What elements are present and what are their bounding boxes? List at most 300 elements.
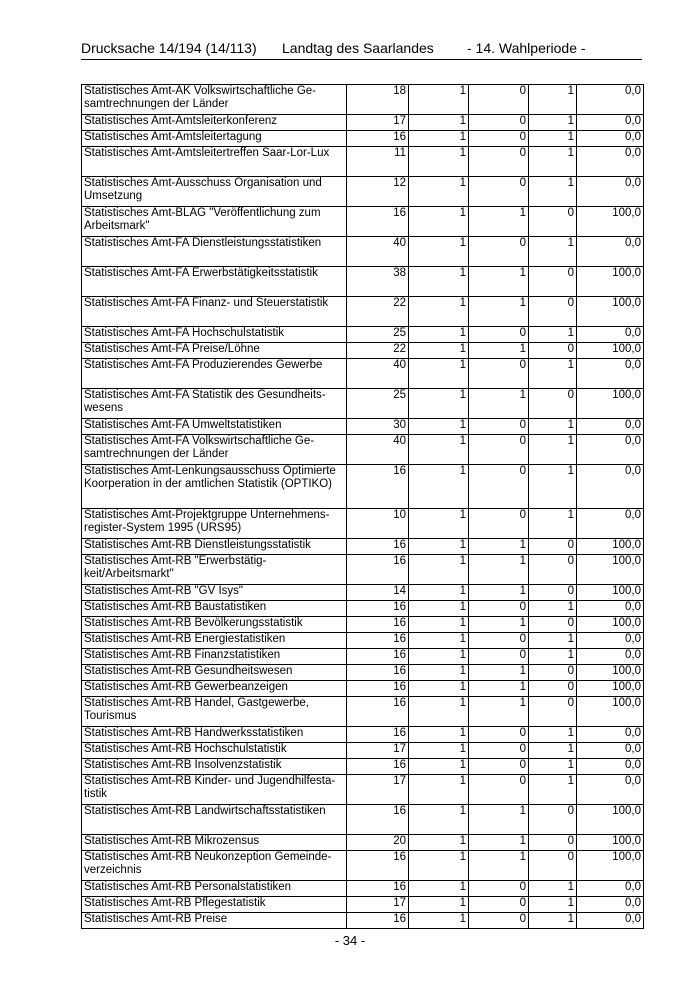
table-row xyxy=(82,697,644,727)
table-row xyxy=(82,147,644,177)
table-row xyxy=(82,115,644,131)
table-row xyxy=(82,727,644,743)
cell-c5: 0,0 xyxy=(577,147,644,177)
cell-c5: 0,0 xyxy=(577,115,644,131)
table-row xyxy=(82,897,644,913)
cell-c3: 0 xyxy=(469,727,529,743)
cell-c1: 16 xyxy=(347,727,409,743)
cell-c2: 1 xyxy=(409,897,469,913)
cell-description xyxy=(82,147,347,177)
cell-description xyxy=(82,555,347,585)
cell-description xyxy=(82,115,347,131)
cell-c5: 100,0 xyxy=(577,851,644,881)
cell-c5: 0,0 xyxy=(577,759,644,775)
cell-c3: 0 xyxy=(469,509,529,539)
cell-c4: 1 xyxy=(529,359,577,389)
cell-c2: 1 xyxy=(409,555,469,585)
cell-description xyxy=(82,207,347,237)
cell-c3: 0 xyxy=(469,115,529,131)
description-line: Statistisches Amt-RB Gesundheitswesen xyxy=(84,665,293,677)
cell-c3: 0 xyxy=(469,177,529,207)
cell-c5: 0,0 xyxy=(577,327,644,343)
description-line: Statistisches Amt-Amtsleitertreffen Saar-Lor-Lux xyxy=(84,147,330,159)
cell-c1: 16 xyxy=(347,805,409,835)
table-row xyxy=(82,85,644,115)
cell-description xyxy=(82,389,347,419)
cell-c4: 0 xyxy=(529,343,577,359)
cell-c2: 1 xyxy=(409,419,469,435)
cell-c4: 1 xyxy=(529,419,577,435)
cell-c3: 0 xyxy=(469,881,529,897)
description-line: Statistisches Amt-Lenkungsausschuss Optimierte xyxy=(84,465,336,477)
cell-c5: 0,0 xyxy=(577,743,644,759)
description-line: Statistisches Amt-RB Dienstleistungsstatistik xyxy=(84,539,311,551)
cell-c5: 0,0 xyxy=(577,435,644,465)
cell-description xyxy=(82,617,347,633)
cell-c4: 1 xyxy=(529,775,577,805)
description-line: Statistisches Amt-FA Volkswirtschaftliche Ge- xyxy=(84,435,315,447)
table-row xyxy=(82,327,644,343)
page-number: - 34 - xyxy=(334,933,366,948)
table-row xyxy=(82,665,644,681)
cell-c1: 17 xyxy=(347,743,409,759)
cell-c1: 17 xyxy=(347,897,409,913)
description-line: Statistisches Amt-RB Handwerksstatistiken xyxy=(84,727,304,739)
cell-c4: 1 xyxy=(529,601,577,617)
cell-c5: 100,0 xyxy=(577,539,644,555)
cell-c2: 1 xyxy=(409,147,469,177)
cell-description xyxy=(82,649,347,665)
cell-c2: 1 xyxy=(409,665,469,681)
cell-description xyxy=(82,743,347,759)
cell-c4: 1 xyxy=(529,147,577,177)
cell-description xyxy=(82,851,347,881)
cell-description xyxy=(82,665,347,681)
description-line: Statistisches Amt-RB Finanzstatistiken xyxy=(84,649,281,661)
cell-c5: 100,0 xyxy=(577,805,644,835)
cell-description xyxy=(82,237,347,267)
description-line: Statistisches Amt-Amtsleitertagung xyxy=(84,131,262,143)
table-row xyxy=(82,359,644,389)
cell-c3: 0 xyxy=(469,897,529,913)
cell-c3: 0 xyxy=(469,147,529,177)
table-row xyxy=(82,913,644,929)
cell-c2: 1 xyxy=(409,681,469,697)
cell-c1: 16 xyxy=(347,555,409,585)
cell-c5: 100,0 xyxy=(577,665,644,681)
cell-c4: 0 xyxy=(529,389,577,419)
cell-description xyxy=(82,297,347,327)
cell-c2: 1 xyxy=(409,649,469,665)
cell-c4: 0 xyxy=(529,681,577,697)
cell-c3: 0 xyxy=(469,759,529,775)
cell-c2: 1 xyxy=(409,435,469,465)
cell-c1: 38 xyxy=(347,267,409,297)
cell-c3: 0 xyxy=(469,465,529,509)
description-line: Statistisches Amt-RB Landwirtschaftsstatistiken xyxy=(84,805,326,817)
table-row xyxy=(82,617,644,633)
cell-c1: 22 xyxy=(347,297,409,327)
cell-c5: 0,0 xyxy=(577,913,644,929)
cell-c1: 16 xyxy=(347,913,409,929)
cell-c2: 1 xyxy=(409,237,469,267)
cell-c2: 1 xyxy=(409,343,469,359)
description-line: samtrechnungen der Länder xyxy=(84,448,229,460)
description-line: Statistisches Amt-RB Mikrozensus xyxy=(84,835,260,847)
cell-description xyxy=(82,539,347,555)
cell-c4: 0 xyxy=(529,207,577,237)
description-line: Statistisches Amt-RB Personalstatistiken xyxy=(84,881,292,893)
cell-c3: 0 xyxy=(469,633,529,649)
cell-description xyxy=(82,835,347,851)
cell-c2: 1 xyxy=(409,759,469,775)
cell-c4: 1 xyxy=(529,435,577,465)
cell-c5: 0,0 xyxy=(577,601,644,617)
cell-c5: 100,0 xyxy=(577,555,644,585)
cell-description xyxy=(82,913,347,929)
statistics-table xyxy=(81,84,644,929)
cell-c5: 0,0 xyxy=(577,465,644,509)
description-line: Statistisches Amt-Projektgruppe Unternehmens- xyxy=(84,509,330,521)
cell-c4: 0 xyxy=(529,297,577,327)
cell-description xyxy=(82,585,347,601)
cell-c1: 16 xyxy=(347,649,409,665)
cell-c5: 0,0 xyxy=(577,633,644,649)
cell-c3: 1 xyxy=(469,835,529,851)
table-row xyxy=(82,539,644,555)
cell-c4: 0 xyxy=(529,555,577,585)
cell-c3: 0 xyxy=(469,913,529,929)
description-line: Statistisches Amt-FA Statistik des Gesundheits- xyxy=(84,389,326,401)
cell-c2: 1 xyxy=(409,359,469,389)
cell-c5: 100,0 xyxy=(577,343,644,359)
cell-c3: 1 xyxy=(469,297,529,327)
cell-c5: 0,0 xyxy=(577,881,644,897)
cell-description xyxy=(82,897,347,913)
table-row xyxy=(82,297,644,327)
description-line: Statistisches Amt-RB Bevölkerungsstatistik xyxy=(84,617,303,629)
cell-c5: 100,0 xyxy=(577,297,644,327)
cell-c5: 100,0 xyxy=(577,835,644,851)
cell-c1: 16 xyxy=(347,131,409,147)
table-row xyxy=(82,805,644,835)
cell-c2: 1 xyxy=(409,805,469,835)
legislative-period: - 14. Wahlperiode - xyxy=(467,40,586,56)
cell-c5: 0,0 xyxy=(577,727,644,743)
cell-c5: 0,0 xyxy=(577,237,644,267)
cell-c2: 1 xyxy=(409,585,469,601)
cell-c4: 0 xyxy=(529,539,577,555)
cell-description xyxy=(82,327,347,343)
cell-c3: 1 xyxy=(469,343,529,359)
description-line: Statistisches Amt-RB Hochschulstatistik xyxy=(84,743,287,755)
document-number: Drucksache 14/194 (14/113) xyxy=(81,40,257,56)
cell-c5: 100,0 xyxy=(577,207,644,237)
header-divider xyxy=(81,59,642,60)
description-line: Statistisches Amt-Ausschuss Organisation und xyxy=(84,177,322,189)
cell-c2: 1 xyxy=(409,131,469,147)
cell-c3: 1 xyxy=(469,697,529,727)
table-row xyxy=(82,601,644,617)
table-row xyxy=(82,131,644,147)
cell-c4: 1 xyxy=(529,327,577,343)
cell-c2: 1 xyxy=(409,601,469,617)
cell-c5: 0,0 xyxy=(577,775,644,805)
cell-c1: 18 xyxy=(347,85,409,115)
cell-c1: 17 xyxy=(347,775,409,805)
cell-description xyxy=(82,775,347,805)
cell-c4: 1 xyxy=(529,509,577,539)
cell-c2: 1 xyxy=(409,727,469,743)
description-line: tistik xyxy=(84,788,107,800)
cell-c5: 0,0 xyxy=(577,649,644,665)
cell-c3: 1 xyxy=(469,617,529,633)
cell-c5: 100,0 xyxy=(577,697,644,727)
table-row xyxy=(82,435,644,465)
cell-c1: 10 xyxy=(347,509,409,539)
cell-c2: 1 xyxy=(409,775,469,805)
cell-c2: 1 xyxy=(409,633,469,649)
cell-c2: 1 xyxy=(409,617,469,633)
cell-c3: 0 xyxy=(469,85,529,115)
cell-c2: 1 xyxy=(409,465,469,509)
description-line: Statistisches Amt-RB Neukonzeption Gemeinde- xyxy=(84,851,332,863)
cell-c5: 0,0 xyxy=(577,177,644,207)
cell-description xyxy=(82,435,347,465)
cell-c1: 30 xyxy=(347,419,409,435)
cell-c4: 1 xyxy=(529,743,577,759)
cell-c3: 1 xyxy=(469,539,529,555)
cell-c3: 1 xyxy=(469,681,529,697)
cell-c2: 1 xyxy=(409,85,469,115)
cell-description xyxy=(82,509,347,539)
table-row xyxy=(82,207,644,237)
table-row xyxy=(82,465,644,509)
cell-c4: 1 xyxy=(529,237,577,267)
table-row xyxy=(82,633,644,649)
cell-c4: 0 xyxy=(529,665,577,681)
table-row xyxy=(82,649,644,665)
cell-c2: 1 xyxy=(409,177,469,207)
cell-c1: 16 xyxy=(347,207,409,237)
cell-description xyxy=(82,759,347,775)
description-line: keit/Arbeitsmarkt" xyxy=(84,568,174,580)
cell-c4: 0 xyxy=(529,617,577,633)
cell-c2: 1 xyxy=(409,697,469,727)
cell-c1: 20 xyxy=(347,835,409,851)
cell-c1: 11 xyxy=(347,147,409,177)
cell-description xyxy=(82,131,347,147)
cell-c1: 16 xyxy=(347,539,409,555)
cell-c3: 1 xyxy=(469,805,529,835)
table-body xyxy=(82,85,644,929)
cell-c3: 1 xyxy=(469,851,529,881)
table-row xyxy=(82,835,644,851)
cell-c2: 1 xyxy=(409,327,469,343)
cell-c3: 1 xyxy=(469,665,529,681)
cell-c1: 40 xyxy=(347,359,409,389)
cell-description xyxy=(82,419,347,435)
cell-c4: 1 xyxy=(529,177,577,207)
cell-c1: 22 xyxy=(347,343,409,359)
description-line: Statistisches Amt-RB Preise xyxy=(84,913,228,925)
cell-c3: 0 xyxy=(469,359,529,389)
description-line: Statistisches Amt-FA Finanz- und Steuerstatistik xyxy=(84,297,329,309)
table-row xyxy=(82,177,644,207)
description-line: Statistisches Amt-FA Dienstleistungsstatistiken xyxy=(84,237,322,249)
cell-c1: 16 xyxy=(347,665,409,681)
cell-c2: 1 xyxy=(409,743,469,759)
description-line: Statistisches Amt-RB Pflegestatistik xyxy=(84,897,266,909)
description-line: Statistisches Amt-BLAG "Veröffentlichung zum xyxy=(84,207,321,219)
cell-c3: 1 xyxy=(469,207,529,237)
description-line: Statistisches Amt-FA Preise/Löhne xyxy=(84,343,260,355)
description-line: Statistisches Amt-RB "GV Isys" xyxy=(84,585,243,597)
table-row xyxy=(82,343,644,359)
table-row xyxy=(82,851,644,881)
cell-c4: 1 xyxy=(529,759,577,775)
cell-description xyxy=(82,177,347,207)
cell-c5: 100,0 xyxy=(577,585,644,601)
cell-c5: 100,0 xyxy=(577,267,644,297)
description-line: Statistisches Amt-FA Umweltstatistiken xyxy=(84,419,282,431)
cell-c4: 1 xyxy=(529,115,577,131)
cell-c1: 40 xyxy=(347,435,409,465)
table-row xyxy=(82,389,644,419)
cell-c3: 0 xyxy=(469,131,529,147)
cell-c1: 16 xyxy=(347,465,409,509)
cell-c1: 16 xyxy=(347,881,409,897)
cell-c4: 1 xyxy=(529,85,577,115)
description-line: Statistisches Amt-FA Produzierendes Gewerbe xyxy=(84,359,323,371)
cell-c2: 1 xyxy=(409,207,469,237)
cell-c4: 0 xyxy=(529,851,577,881)
cell-c1: 16 xyxy=(347,601,409,617)
cell-c1: 25 xyxy=(347,327,409,343)
cell-c5: 0,0 xyxy=(577,131,644,147)
cell-c2: 1 xyxy=(409,539,469,555)
cell-c1: 12 xyxy=(347,177,409,207)
cell-description xyxy=(82,267,347,297)
cell-c3: 0 xyxy=(469,327,529,343)
cell-c5: 0,0 xyxy=(577,419,644,435)
description-line: Arbeitsmark" xyxy=(84,220,150,232)
description-line: Tourismus xyxy=(84,710,137,722)
cell-description xyxy=(82,727,347,743)
description-line: register-System 1995 (URS95) xyxy=(84,522,242,534)
table-row xyxy=(82,555,644,585)
table-row xyxy=(82,419,644,435)
cell-c4: 1 xyxy=(529,649,577,665)
cell-c3: 1 xyxy=(469,555,529,585)
cell-c4: 1 xyxy=(529,131,577,147)
cell-c5: 0,0 xyxy=(577,359,644,389)
cell-c1: 25 xyxy=(347,389,409,419)
description-line: Statistisches Amt-Amtsleiterkonferenz xyxy=(84,115,278,127)
cell-c4: 1 xyxy=(529,897,577,913)
cell-c4: 0 xyxy=(529,585,577,601)
cell-c5: 100,0 xyxy=(577,681,644,697)
cell-c2: 1 xyxy=(409,851,469,881)
cell-description xyxy=(82,697,347,727)
cell-description xyxy=(82,343,347,359)
page-header xyxy=(81,40,641,60)
cell-c4: 0 xyxy=(529,835,577,851)
cell-c1: 16 xyxy=(347,697,409,727)
description-line: Statistisches Amt-RB Handel, Gastgewerbe, xyxy=(84,697,309,709)
description-line: Statistisches Amt-RB Insolvenzstatistik xyxy=(84,759,282,771)
cell-c2: 1 xyxy=(409,115,469,131)
cell-description xyxy=(82,633,347,649)
cell-c1: 16 xyxy=(347,759,409,775)
description-line: Umsetzung xyxy=(84,190,143,202)
cell-description xyxy=(82,465,347,509)
cell-description xyxy=(82,359,347,389)
cell-c3: 0 xyxy=(469,649,529,665)
cell-c2: 1 xyxy=(409,297,469,327)
cell-c5: 0,0 xyxy=(577,85,644,115)
cell-c2: 1 xyxy=(409,389,469,419)
cell-description xyxy=(82,881,347,897)
description-line: Statistisches Amt-FA Erwerbstätigkeitsstatistik xyxy=(84,267,318,279)
cell-c4: 1 xyxy=(529,465,577,509)
cell-c2: 1 xyxy=(409,267,469,297)
cell-c1: 16 xyxy=(347,633,409,649)
table-row xyxy=(82,759,644,775)
cell-c2: 1 xyxy=(409,509,469,539)
description-line: Statistisches Amt-RB "Erwerbstätig- xyxy=(84,555,267,567)
cell-description xyxy=(82,85,347,115)
cell-c3: 0 xyxy=(469,743,529,759)
cell-c4: 1 xyxy=(529,633,577,649)
cell-c3: 0 xyxy=(469,419,529,435)
table-row xyxy=(82,881,644,897)
cell-c1: 17 xyxy=(347,115,409,131)
cell-c3: 0 xyxy=(469,601,529,617)
table-row xyxy=(82,681,644,697)
cell-c5: 100,0 xyxy=(577,389,644,419)
cell-c3: 0 xyxy=(469,237,529,267)
description-line: wesens xyxy=(84,402,123,414)
description-line: samtrechnungen der Länder xyxy=(84,98,229,110)
cell-c4: 0 xyxy=(529,697,577,727)
cell-description xyxy=(82,805,347,835)
cell-c3: 0 xyxy=(469,435,529,465)
parliament-name: Landtag des Saarlandes xyxy=(282,40,434,56)
cell-c5: 100,0 xyxy=(577,617,644,633)
cell-c1: 16 xyxy=(347,617,409,633)
cell-c4: 1 xyxy=(529,913,577,929)
description-line: Koorperation in der amtlichen Statistik (OPTIKO) xyxy=(84,478,332,490)
table-row xyxy=(82,237,644,267)
cell-c3: 1 xyxy=(469,389,529,419)
cell-c3: 1 xyxy=(469,267,529,297)
cell-c2: 1 xyxy=(409,913,469,929)
description-line: verzeichnis xyxy=(84,864,142,876)
table-row xyxy=(82,775,644,805)
cell-description xyxy=(82,681,347,697)
cell-c4: 1 xyxy=(529,881,577,897)
description-line: Statistisches Amt-RB Energiestatistiken xyxy=(84,633,286,645)
cell-c4: 1 xyxy=(529,727,577,743)
description-line: Statistisches Amt-RB Gewerbeanzeigen xyxy=(84,681,288,693)
cell-c4: 0 xyxy=(529,805,577,835)
description-line: Statistisches Amt-AK Volkswirtschaftliche Ge- xyxy=(84,85,316,97)
cell-c4: 0 xyxy=(529,267,577,297)
description-line: Statistisches Amt-FA Hochschulstatistik xyxy=(84,327,285,339)
table-row xyxy=(82,509,644,539)
table-row xyxy=(82,267,644,297)
